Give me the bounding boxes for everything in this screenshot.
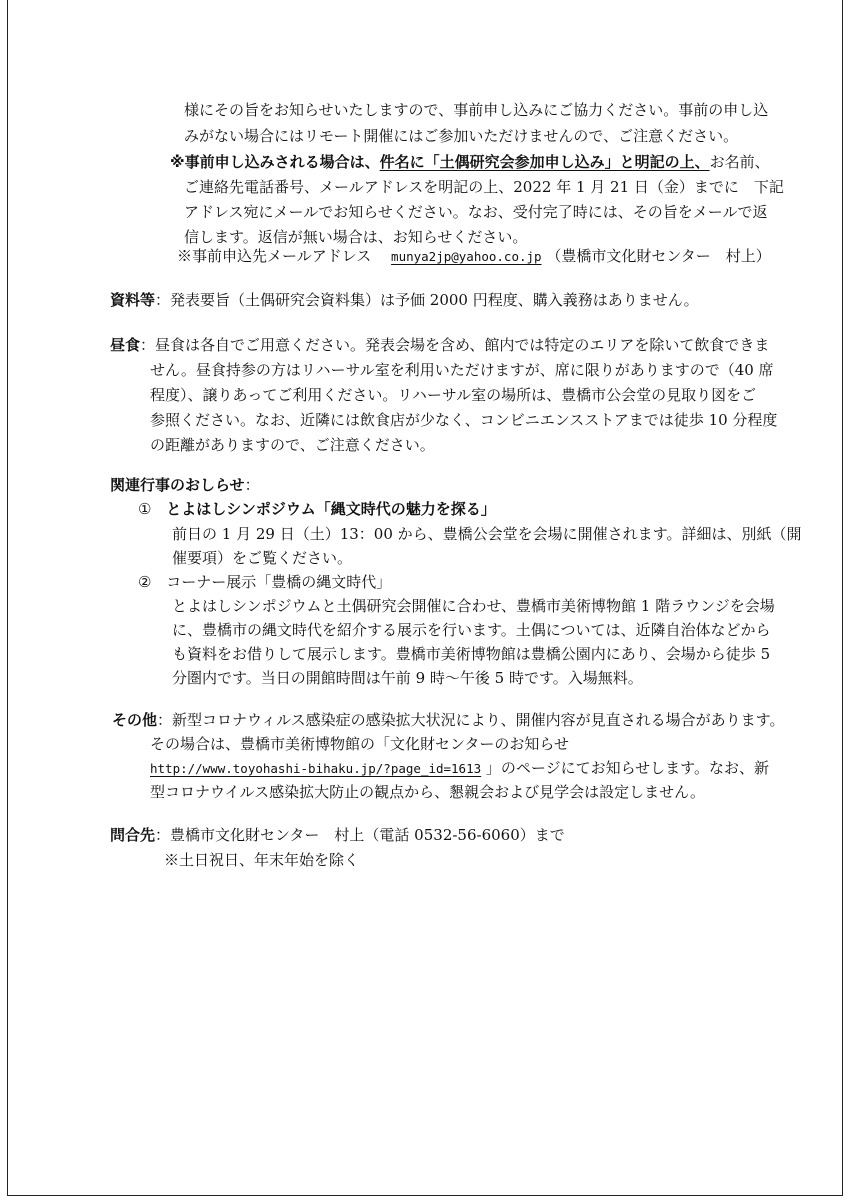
contact-label: 問合先 — [110, 826, 156, 844]
related-item-2-title — [138, 570, 391, 594]
materials-text: ：発表要旨（土偶研究会資料集）は予価 2000 円程度、購入義務はありません。 — [155, 291, 699, 309]
other-line-2: その場合は、豊橋市美術博物館の「文化財センターのお知らせ — [150, 735, 569, 753]
registration-address — [177, 244, 771, 269]
related-item-2-line-4: 分圏内です。当日の開館時間は午前 9 時～午後 5 時です。入場無料。 — [172, 669, 643, 687]
other-line-1 — [112, 708, 784, 732]
email-link[interactable]: munya2jp@yahoo.co.jp — [391, 249, 542, 264]
other-text-1: ：新型コロナウィルス感染症の感染拡大状況により、開催内容が見直される場合があります。 — [157, 711, 785, 729]
registration-line-2: みがない場合にはリモート開催にはご参加いただけませんので、ご注意ください。 — [184, 127, 739, 145]
contact-line-2: ※土日祝日、年末年始を除く — [164, 851, 360, 869]
lunch-line-1 — [110, 333, 769, 357]
item-2-title-text: コーナー展示「豊橋の縄文時代」 — [166, 573, 392, 591]
materials-label: 資料等 — [110, 291, 156, 309]
other-line-3-rest: 」のページにてお知らせします。なお、新 — [485, 759, 769, 777]
related-item-1-line-2: 催要項）をご覧ください。 — [172, 549, 353, 567]
related-item-2-line-1: とよはしシンポジウムと土偶研究会開催に合わせ、豊橋市美術博物館 1 階ラウンジを会場 — [172, 597, 775, 615]
contact-text-1: ：豊橋市文化財センター 村上（電話 0532-56-6060）まで — [155, 826, 565, 844]
lunch-line-2: せん。昼食持参の方はリハーサル室を利用いただけますが、席に限りがありますので（40 席 — [150, 361, 774, 379]
registration-line-3 — [170, 150, 770, 174]
address-label: ※事前申込先メールアドレス — [177, 247, 372, 265]
other-label: その他 — [112, 711, 158, 729]
contact-line-1 — [110, 823, 565, 847]
registration-line-1: 様にその旨をお知らせいたしますので、事前申し込みにご協力ください。事前の申し込 — [184, 101, 769, 119]
related-heading — [110, 473, 260, 497]
item-1-number: ① — [138, 500, 152, 518]
materials-section — [110, 288, 699, 312]
url-link[interactable]: http://www.toyohashi-bihaku.jp/?page_id=1613 — [150, 761, 482, 776]
other-line-3 — [150, 756, 769, 781]
other-line-4: 型コロナウイルス感染拡大防止の観点から、懇親会および見学会は設定しません。 — [150, 783, 706, 801]
address-note: （豊橋市文化財センター 村上） — [546, 247, 771, 265]
related-item-1-line-1: 前日の 1 月 29 日（土）13：00 から、豊橋公会堂を会場に開催されます。詳細は、別紙（開 — [172, 525, 802, 543]
lunch-line-3: 程度）、譲りあってご利用ください。リハーサル室の場所は、豊橋市公会堂の見取り図をご — [150, 386, 757, 404]
lunch-text-1: ：昼食は各自でご用意ください。発表会場を含め、館内では特定のエリアを除いて飲食できま — [140, 336, 770, 354]
registration-note-bold: ※事前申し込みされる場合は、 — [170, 153, 380, 171]
item-2-number: ② — [138, 573, 152, 591]
registration-line-5: アドレス宛にメールでお知らせください。なお、受付完了時には、その旨をメールで返 — [184, 203, 768, 221]
registration-line-4: ご連絡先電話番号、メールアドレスを明記の上、2022 年 1 月 21 日（金）までに 下記 — [184, 178, 784, 196]
lunch-line-5: の距離がありますので、ご注意ください。 — [150, 436, 435, 454]
lunch-label: 昼食 — [110, 336, 141, 354]
item-1-title-text: とよはしシンポジウム「縄文時代の魅力を探る」 — [166, 500, 496, 518]
related-item-2-line-2: に、豊橋市の縄文時代を紹介する展示を行います。土偶については、近隣自治体などから — [172, 621, 771, 639]
lunch-line-4: 参照ください。なお、近隣には飲食店が少なく、コンビニエンスストアまでは徒歩 10 分程度 — [150, 411, 778, 429]
related-item-1-title — [138, 497, 496, 521]
registration-subject-underlined: 件名に「土偶研究会参加申し込み」と明記の上、 — [379, 153, 710, 171]
related-colon: ： — [244, 476, 260, 494]
related-label: 関連行事のおしらせ — [110, 476, 245, 494]
related-item-2-line-3: も資料をお借りして展示します。豊橋市美術博物館は豊橋公園内にあり、会場から徒歩 5 — [172, 645, 771, 663]
registration-line-6: 信します。返信が無い場合は、お知らせください。 — [184, 228, 528, 246]
registration-line-3-tail: お名前、 — [709, 153, 770, 171]
